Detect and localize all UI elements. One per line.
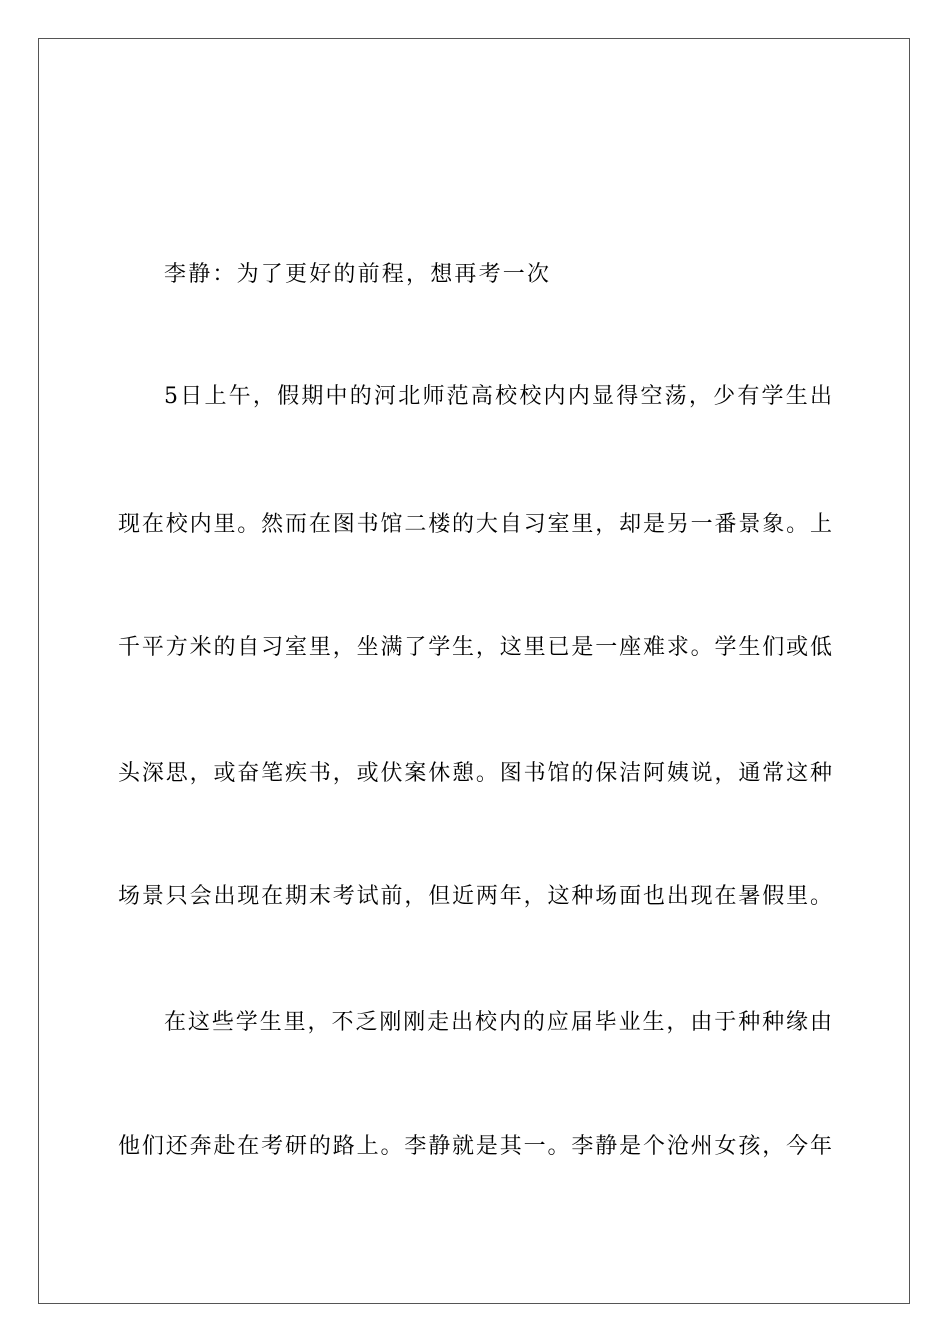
page-border (38, 38, 910, 1304)
paragraph-1-line-1: 5日上午，假期中的河北师范高校校内内显得空荡，少有学生出 (164, 384, 832, 409)
paragraph-1-line-4: 头深思，或奋笔疾书，或伏案休憩。图书馆的保洁阿姨说，通常这种 (118, 761, 832, 786)
paragraph-2-line-1: 在这些学生里，不乏刚刚走出校内的应届毕业生，由于种种缘由 (164, 1010, 832, 1035)
paragraph-1-line-3: 千平方米的自习室里，坐满了学生，这里已是一座难求。学生们或低 (118, 635, 832, 660)
paragraph-1-line-5: 场景只会出现在期末考试前，但近两年，这种场面也出现在暑假里。 (118, 884, 832, 909)
paragraph-2-line-2: 他们还奔赴在考研的路上。李静就是其一。李静是个沧州女孩，今年 (118, 1134, 832, 1159)
section-heading: 李静：为了更好的前程，想再考一次 (164, 262, 552, 287)
paragraph-1-line-2: 现在校内里。然而在图书馆二楼的大自习室里，却是另一番景象。上 (118, 512, 832, 537)
